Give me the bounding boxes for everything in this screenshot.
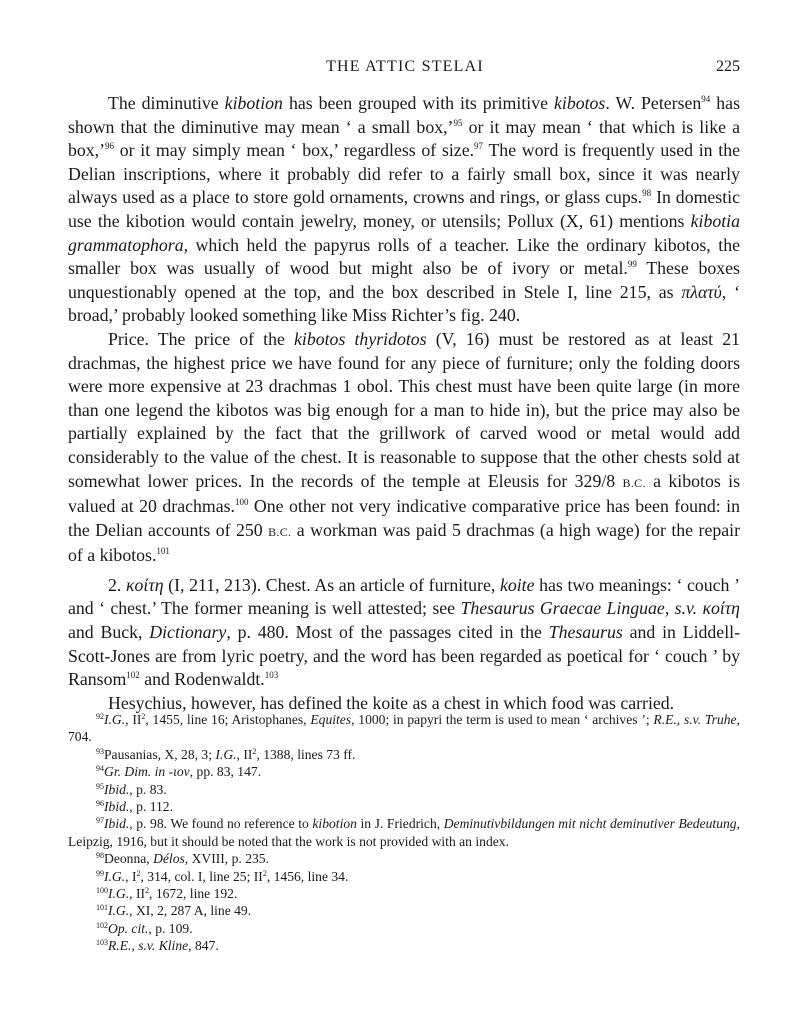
- body-text: [68, 92, 740, 715]
- footnote-96: $^{96}$Ibid., p. 112.: [96, 799, 173, 815]
- paragraph-hesychius: Hesychius, however, has defined the koite as a chest in which food was carried.: [108, 692, 675, 713]
- footnote-103: $^{103}$R.E., s.v. Kline, 847.: [96, 938, 219, 954]
- footnote-99: $^{99}$I.G., $I^2$, 314, col. I, line 25; $II^2$, 1456, line 34.: [96, 868, 349, 884]
- footnote-93: $^{93}$Pausanias, X, 28, 3; I.G., $II^2$, 1388, lines 73 ff.: [96, 746, 356, 762]
- footnote-ref[interactable]: 100: [234, 497, 249, 508]
- footnote-ref[interactable]: 96: [105, 141, 115, 152]
- footnote-ref[interactable]: 94: [701, 94, 711, 104]
- footnote-ref[interactable]: 102: [126, 670, 140, 681]
- page-header: [70, 58, 740, 82]
- footnote-102: $^{102}$Op. cit., p. 109.: [96, 920, 193, 936]
- page-number: 225: [716, 58, 740, 75]
- footnote-100: $^{100}$I.G., $II^2$, 1672, line 192.: [96, 886, 238, 902]
- footnote-98: $^{98}$Deonna, Délos, XVIII, p. 235.: [96, 851, 269, 867]
- paragraph-koite: 2. κοίτη (I, 211, 213). Chest. As an article of furniture, koite has two meanings: ‘ couch ’ and ‘ chest.’ The former meaning is well attested; see Thesaurus Graecae Linguae, s.v. κοίτη and Buck, Dictionary, p. 480. Most of the passages cited in the Thesaurus and in Liddell-Scott-Jones are from lyric poetry, and the word has been regarded as poetical for ‘ couch ’ by Ransom$^{102}$ and Rodenwaldt.$^{103}$: [68, 574, 740, 690]
- footnote-ref[interactable]: 97: [474, 141, 484, 152]
- footnote-97: $^{97}$Ibid., p. 98. We found no reference to kibotion in J. Friedrich, Deminutivbildungen mit nicht deminutiver Bedeutung, Leipzig, 1916, but it should be noted that the work is not provided with an index.: [68, 816, 741, 849]
- footnote-ref[interactable]: 95: [453, 117, 463, 128]
- footnote-94: $^{94}$Gr. Dim. in -ιον, pp. 83, 147.: [96, 764, 262, 780]
- footnote-101: $^{101}$I.G., XI, 2, 287 A, line 49.: [96, 903, 252, 919]
- paragraph-price: Price. The price of the kibotos thyridotos (V, 16) must be restored as at least 21 drachmas, the highest price we have found for any piece of furniture; only the folding doors were more expensive at 23 drachmas 1 obol. This chest must have been quite large (in more than one legend the kibotos was big enough for a man to hide in), but the price may also be partially explained by the fact that the grillwork of carved wood or metal would add considerably to the value of the chest. It is reasonable to suppose that the other chests sold at somewhat lower prices. In the records of the temple at Eleusis for 329/8 B.C. a kibotos is valued at 20 drachmas.$^{100}$ One other not very indicative comparative price has been found: in the Delian accounts of 250 B.C. a workman was paid 5 drachmas (a high wage) for the repair of a kibotos.$^{101}$: [68, 328, 741, 566]
- footnote-92: $^{92}$I.G., $II^2$, 1455, line 16; Aristophanes, Equites, 1000; in papyri the term is used to mean ‘ archives ’; R.E., s.v. Truhe, 704.: [68, 712, 740, 745]
- footnote-95: $^{95}$Ibid., p. 83.: [96, 781, 167, 797]
- footnote-ref[interactable]: 99: [627, 259, 637, 270]
- footnote-ref[interactable]: 103: [264, 670, 279, 681]
- footnotes: [68, 711, 740, 955]
- running-title: THE ATTIC STELAI: [326, 58, 484, 75]
- footnote-ref[interactable]: 98: [642, 188, 652, 199]
- footnote-ref[interactable]: 101: [156, 546, 170, 557]
- paragraph-kibotion: The diminutive kibotion has been grouped with its primitive kibotos. W. Petersen$^{94}$ has shown that the diminutive may mean ‘ a small box,’$^{95}$ or it may mean ‘ that which is like a box,’$^{96}$ or it may simply mean ‘ box,’ regardless of size.$^{97}$ The word is frequently used in the Delian inscriptions, where it probably did refer to a fairly small box, since it was nearly always used as a place to store gold ornaments, crowns and rings, or glass cups.$^{98}$ In domestic use the kibotion would contain jewelry, money, or utensils; Pollux (X, 61) mentions kibotia grammatophora, which held the papyrus rolls of a teacher. Like the ordinary kibotos, the smaller box was usually of wood but might also be of ivory or metal.$^{99}$ These boxes unquestionably opened at the top, and the box described in Stele I, line 215, as πλατύ, ‘ broad,’ probably looked something like Miss Richter’s fig. 240.: [68, 93, 741, 326]
